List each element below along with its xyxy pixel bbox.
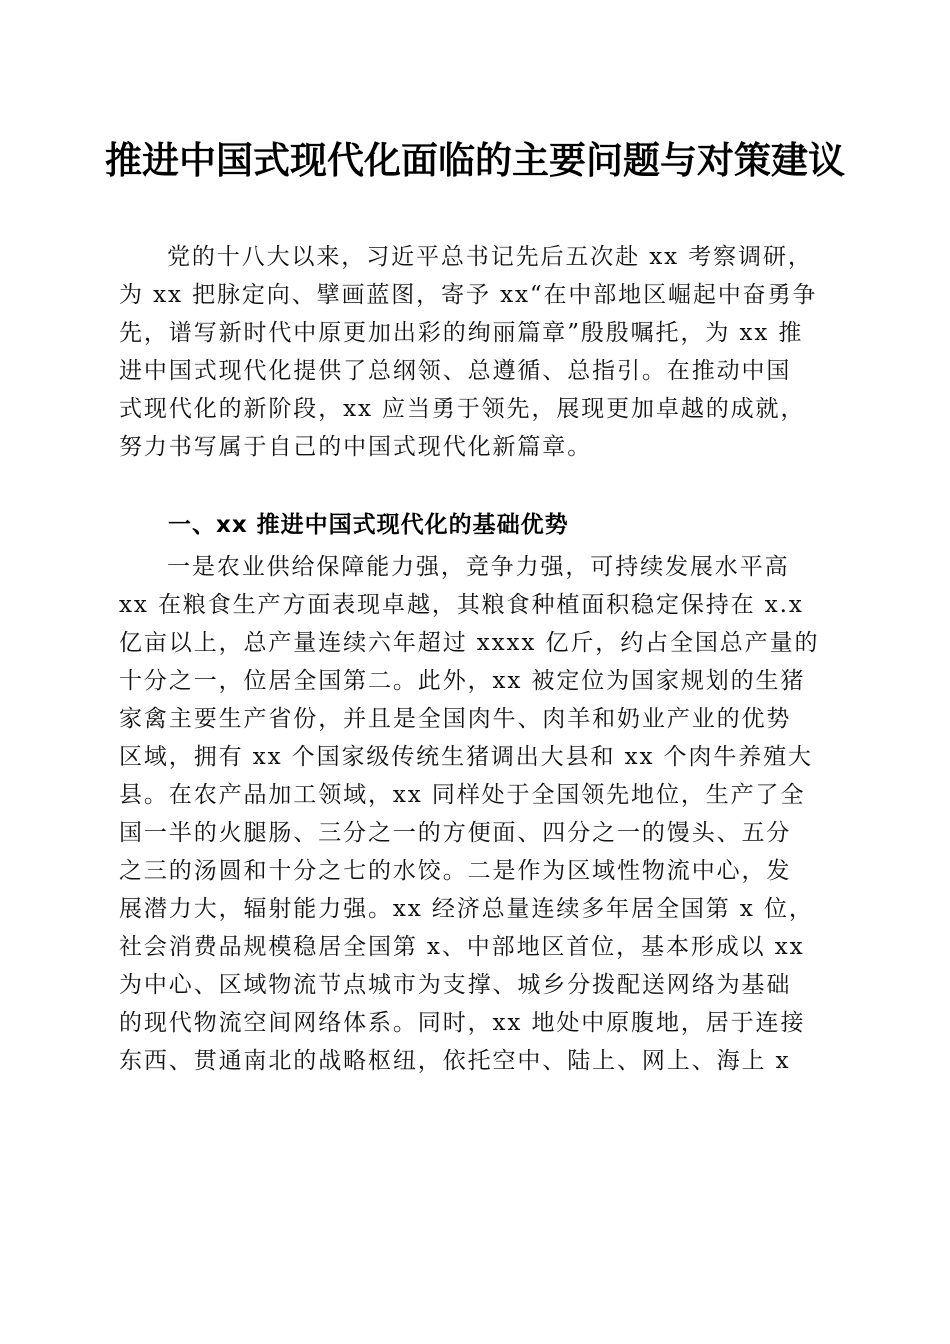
paragraph-line: xx 在粮食生产方面表现卓越，其粮食种植面积稳定保持在 x.x bbox=[119, 592, 804, 618]
paragraph-line: 家禽主要生产省份，并且是全国肉牛、肉羊和奶业产业的优势 bbox=[119, 706, 792, 732]
paragraph-line: 展潜力大，辐射能力强。xx 经济总量连续多年居全国第 x 位， bbox=[119, 896, 814, 922]
paragraph-line: 进中国式现代化提供了总纲领、总遵循、总指引。在推动中国 bbox=[119, 358, 792, 384]
paragraph-line: 式现代化的新阶段，xx 应当勇于领先，展现更加卓越的成就， bbox=[119, 396, 806, 422]
paragraph-line: 国一半的火腿肠、三分之一的方便面、四分之一的馒头、五分 bbox=[119, 820, 792, 846]
paragraph-line: 区域，拥有 xx 个国家级传统生猪调出大县和 xx 个肉牛养殖大 bbox=[119, 744, 813, 770]
section-heading: 一、xx 推进中国式现代化的基础优势 bbox=[168, 512, 569, 538]
paragraph-line: 县。在农产品加工领域，xx 同样处于全国领先地位，生产了全 bbox=[119, 782, 806, 808]
paragraph-line: 的现代物流空间网络体系。同时，xx 地处中原腹地，居于连接 bbox=[119, 1010, 806, 1036]
paragraph-line: 东西、贯通南北的战略枢纽，依托空中、陆上、网上、海上 x bbox=[119, 1048, 791, 1074]
paragraph-line: 为 xx 把脉定向、擘画蓝图，寄予 xx“在中部地区崛起中奋勇争 bbox=[119, 282, 818, 308]
paragraph-line: 先，谱写新时代中原更加出彩的绚丽篇章”殷殷嘱托，为 xx 推 bbox=[119, 320, 804, 346]
paragraph-line: 亿亩以上，总产量连续六年超过 xxxx 亿斤，约占全国总产量的 bbox=[119, 630, 820, 656]
paragraph-line: 努力书写属于自己的中国式现代化新篇章。 bbox=[119, 434, 593, 460]
document-title: 推进中国式现代化面临的主要问题与对策建议 bbox=[105, 138, 845, 182]
intro-paragraph bbox=[119, 238, 831, 466]
paragraph-line: 之三的汤圆和十分之七的水饺。二是作为区域性物流中心，发 bbox=[119, 858, 792, 884]
paragraph-line: 社会消费品规模稳居全国第 x、中部地区首位，基本形成以 xx bbox=[119, 934, 805, 960]
section-paragraph bbox=[119, 548, 831, 1080]
paragraph-line: 一是农业供给保障能力强，竞争力强，可持续发展水平高 bbox=[167, 554, 790, 580]
paragraph-line: 十分之一，位居全国第二。此外，xx 被定位为国家规划的生猪 bbox=[119, 668, 806, 694]
paragraph-line: 党的十八大以来，习近平总书记先后五次赴 xx 考察调研， bbox=[167, 244, 813, 270]
paragraph-line: 为中心、区域物流节点城市为支撑、城乡分拨配送网络为基础 bbox=[119, 972, 792, 998]
